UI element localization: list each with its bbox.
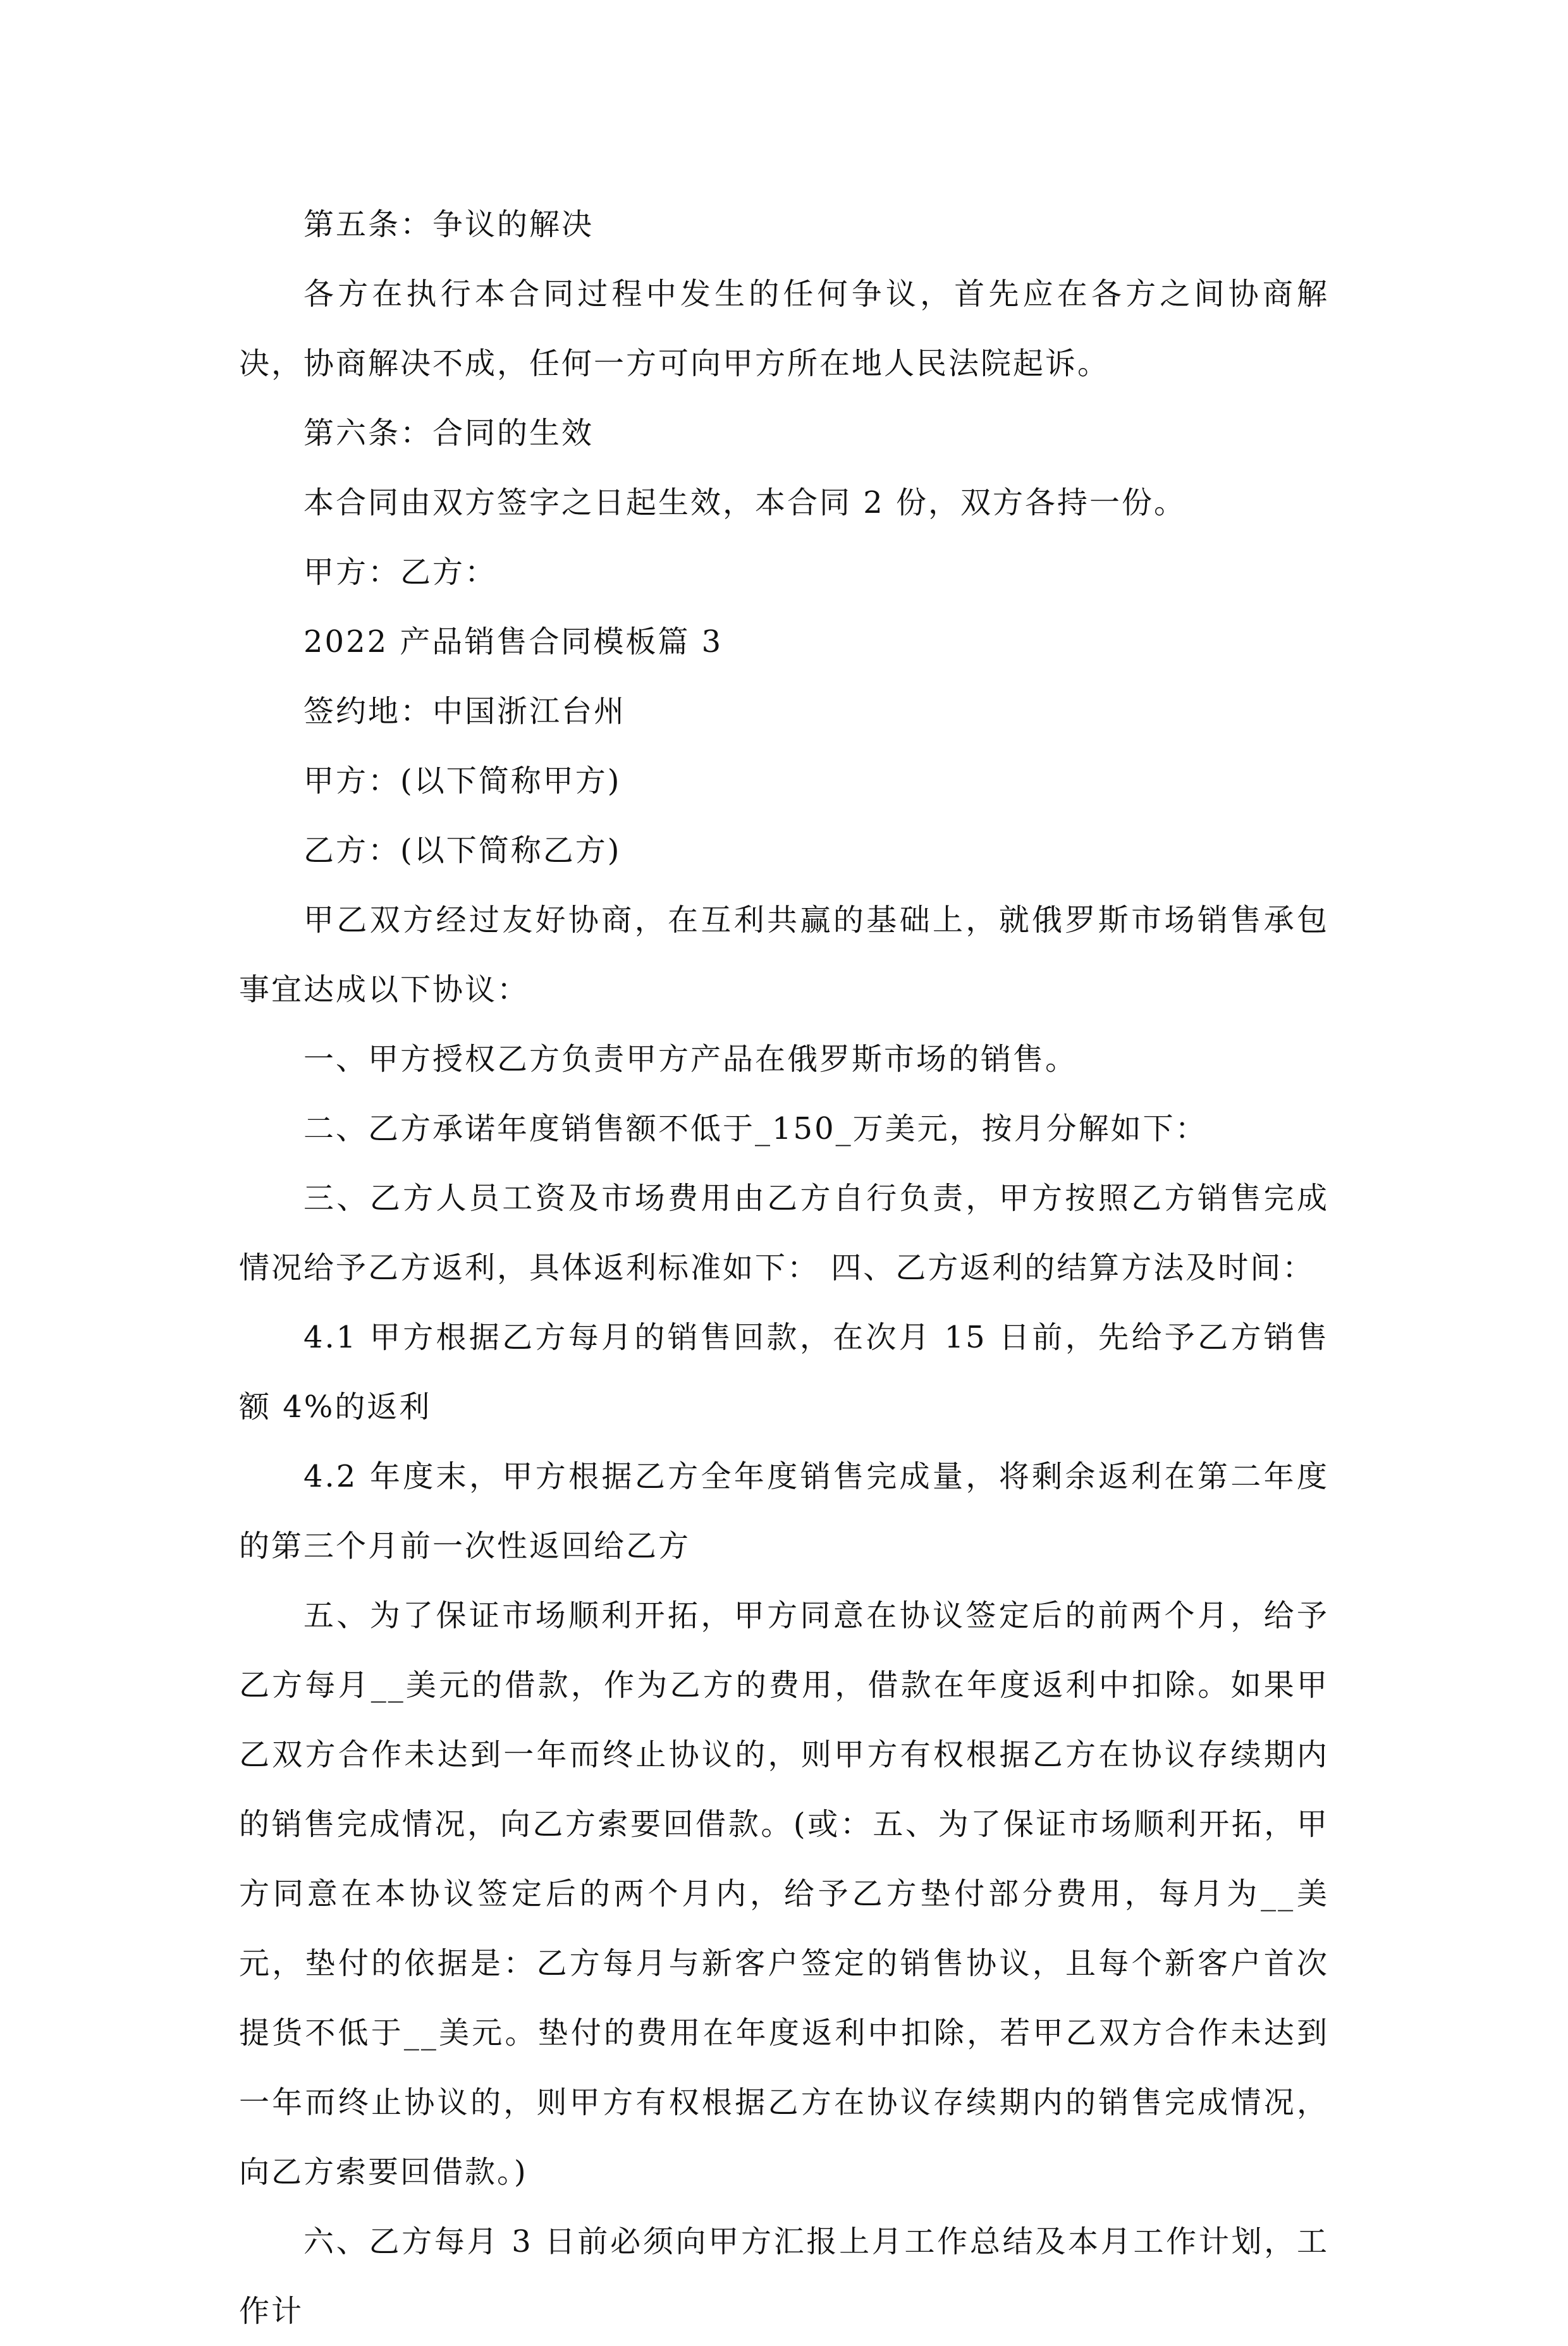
section-title: 2022 产品销售合同模板篇 3	[303, 624, 723, 660]
clause-1: 一、甲方授权乙方负责甲方产品在俄罗斯市场的销售。	[303, 1041, 1078, 1077]
article-6-heading: 第六条：合同的生效	[303, 415, 594, 451]
agreement-intro: 甲乙双方经过友好协商，在互利共赢的基础上，就俄罗斯市场销售承包事宜达成以下协议：	[239, 902, 1329, 1007]
clause-4-1: 4.1 甲方根据乙方每月的销售回款，在次月 15 日前，先给予乙方销售额 4%的返利	[239, 1320, 1329, 1425]
party-a-line: 甲方：(以下简称甲方)	[303, 763, 622, 799]
signing-place: 签约地：中国浙江台州	[303, 694, 627, 729]
clause-4-2: 4.2 年度末，甲方根据乙方全年度销售完成量，将剩余返利在第二年度的第三个月前一次性返回给乙方	[239, 1459, 1329, 1564]
article-5-text: 各方在执行本合同过程中发生的任何争议，首先应在各方之间协商解决，协商解决不成，任何一方可向甲方所在地人民法院起诉。	[239, 276, 1329, 381]
clause-2: 二、乙方承诺年度销售额不低于_150_万美元，按月分解如下：	[303, 1111, 1208, 1146]
document-body	[239, 190, 1329, 2346]
article-6-text: 本合同由双方签字之日起生效，本合同 2 份，双方各持一份。	[303, 485, 1187, 520]
article-5-heading: 第五条：争议的解决	[303, 207, 594, 242]
clause-5: 五、为了保证市场顺利开拓，甲方同意在协议签定后的前两个月，给予乙方每月__美元的借款，作为乙方的费用，借款在年度返利中扣除。如果甲乙双方合作未达到一年而终止协议的，则甲方有权根据乙方在协议存续期内的销售完成情况，向乙方索要回借款。(或：五、为了保证市场顺利开拓，甲方同意在本协议签定后的两个月内，给予乙方垫付部分费用，每月为__美元，垫付的依据是：乙方每月与新客户签定的销售协议，且每个新客户首次提货不低于__美元。垫付的费用在年度返利中扣除，若甲乙双方合作未达到一年而终止协议的，则甲方有权根据乙方在协议存续期内的销售完成情况，向乙方索要回借款。)	[239, 1598, 1329, 2190]
clause-3: 三、乙方人员工资及市场费用由乙方自行负责，甲方按照乙方销售完成情况给予乙方返利，具体返利标准如下： 四、乙方返利的结算方法及时间：	[239, 1181, 1329, 1286]
party-b-line: 乙方：(以下简称乙方)	[303, 833, 622, 868]
signature-line: 甲方：乙方：	[303, 555, 498, 590]
clause-6: 六、乙方每月 3 日前必须向甲方汇报上月工作总结及本月工作计划，工作计	[239, 2224, 1329, 2329]
